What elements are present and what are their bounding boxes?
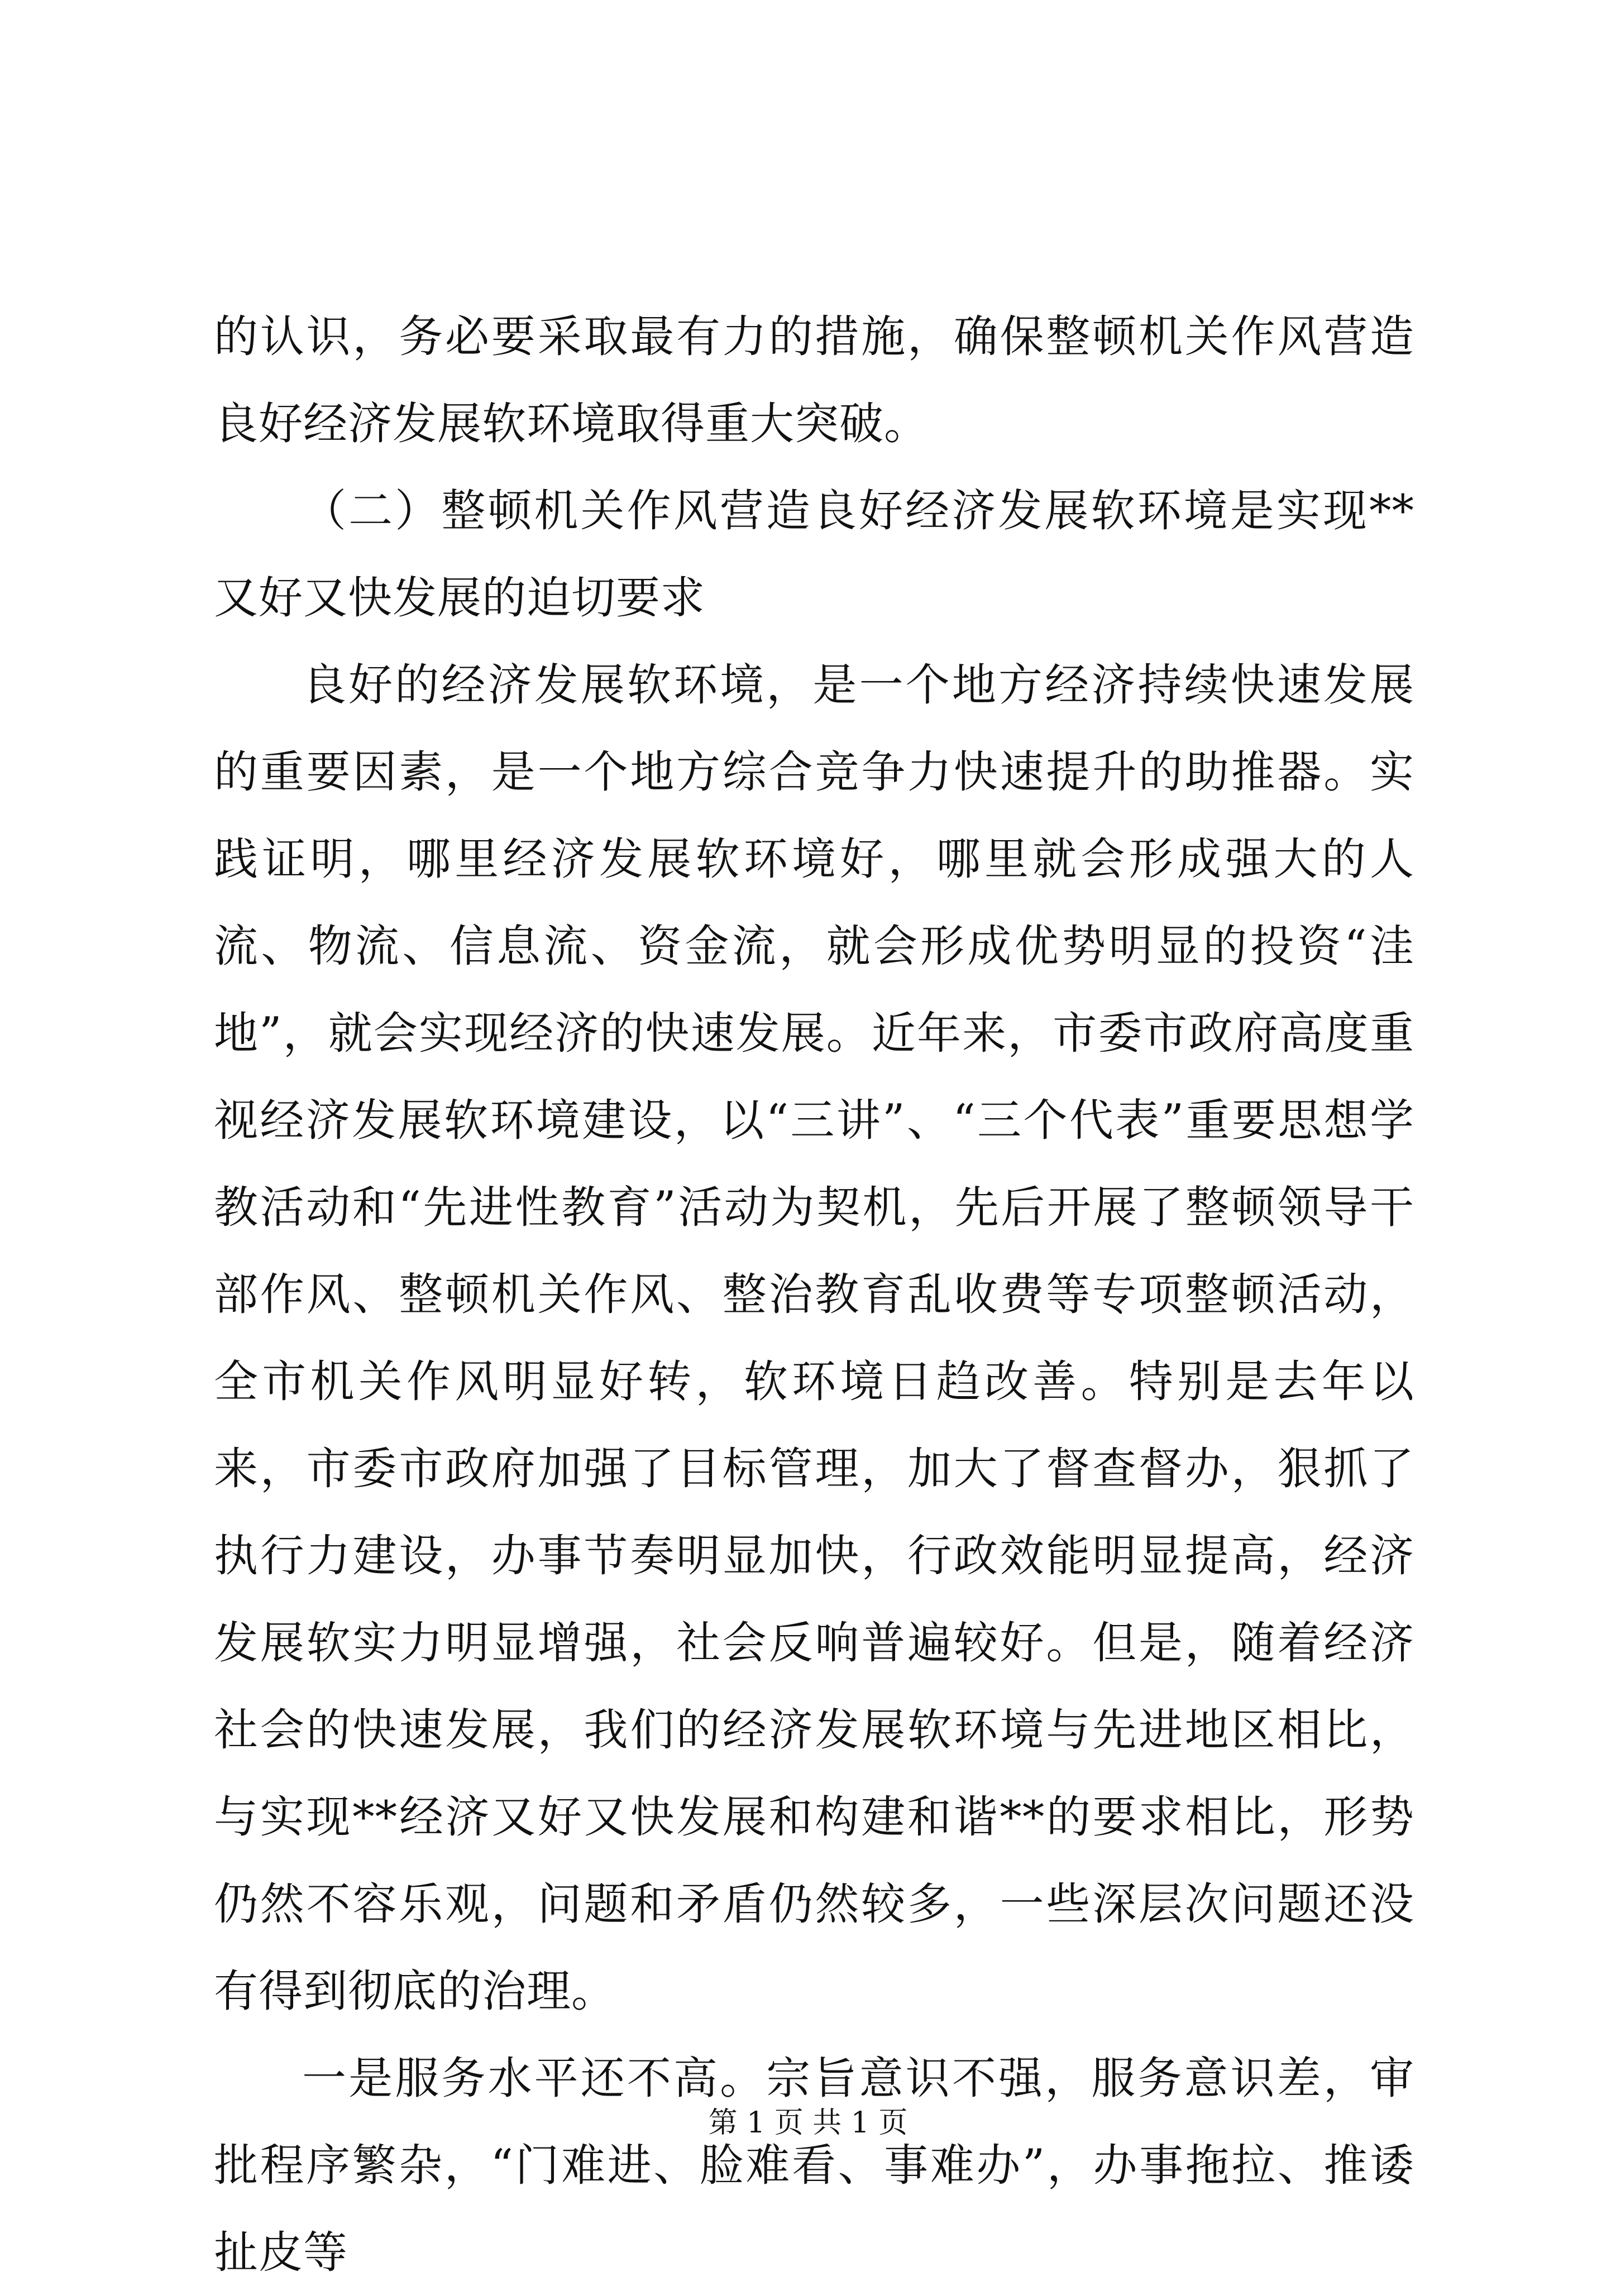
document-body <box>214 293 1414 2296</box>
section-heading: （二）整顿机关作风营造良好经济发展软环境是实现**又好又快发展的迫切要求 <box>214 485 1414 624</box>
page-footer: 第 1 页 共 1 页 <box>708 2106 908 2140</box>
paragraph-continuation: 的认识，务必要采取最有力的措施，确保整顿机关作风营造良好经济发展软环境取得重大突破。 <box>214 311 1414 449</box>
paragraph-main: 良好的经济发展软环境，是一个地方经济持续快速发展的重要因素，是一个地方综合竞争力快速提升的助推器。实践证明，哪里经济发展软环境好，哪里就会形成强大的人流、物流、信息流、资金流，就会形成优势明显的投资“洼地”，就会实现经济的快速发展。近年来，市委市政府高度重视经济发展软环境建设，以“三讲”、“三个代表”重要思想学教活动和“先进性教育”活动为契机，先后开展了整顿领导干部作风、整顿机关作风、整治教育乱收费等专项整顿活动，全市机关作风明显好转，软环境日趋改善。特别是去年以来，市委市政府加强了目标管理，加大了督查督办，狠抓了执行力建设，办事节奏明显加快，行政效能明显提高，经济发展软实力明显增强，社会反响普遍较好。但是，随着经济社会的快速发展，我们的经济发展软环境与先进地区相比，与实现**经济又好又快发展和构建和谐**的要求相比，形势仍然不容乐观，问题和矛盾仍然较多，一些深层次问题还没有得到彻底的治理。 <box>214 659 1414 2017</box>
paragraph-point-one: 一是服务水平还不高。宗旨意识不强，服务意识差，审批程序繁杂，“门难进、脸难看、事难办”，办事拖拉、推诿扯皮等 <box>214 2053 1414 2278</box>
